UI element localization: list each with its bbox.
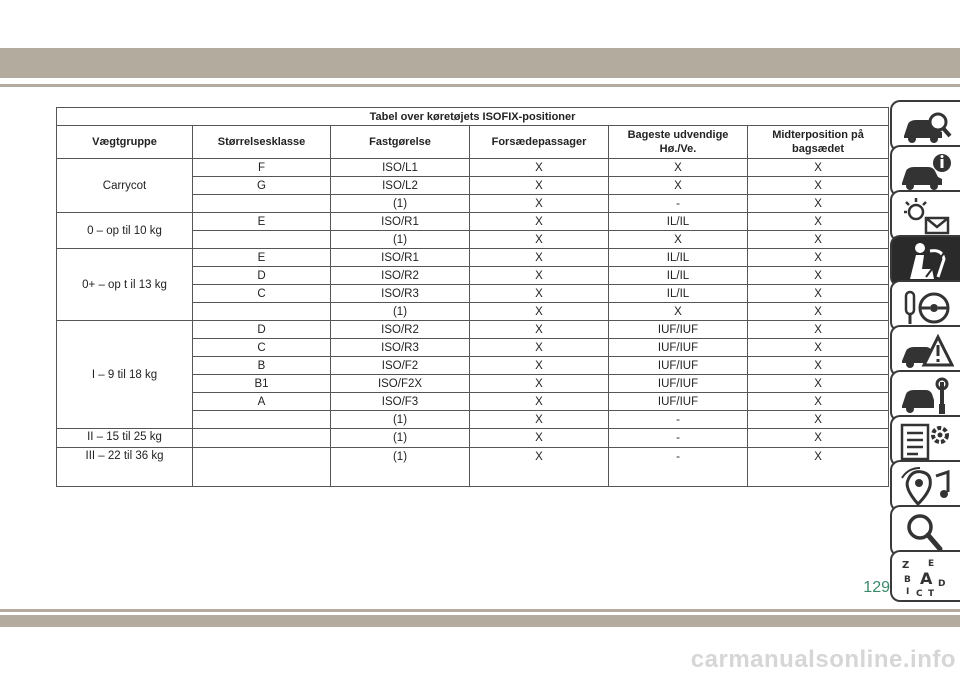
- size-class-cell: [193, 448, 331, 487]
- rear-outboard-cell: IUF/IUF: [609, 375, 748, 393]
- rear-center-cell: X: [748, 429, 889, 448]
- svg-text:I: I: [906, 587, 910, 597]
- table-row: [57, 429, 889, 448]
- front-passenger-cell: X: [470, 357, 609, 375]
- column-header: Forsædepassager: [470, 126, 609, 159]
- rear-center-cell: X: [748, 321, 889, 339]
- rear-center-cell: X: [748, 285, 889, 303]
- rear-outboard-cell: IL/IL: [609, 249, 748, 267]
- svg-text:T: T: [928, 589, 935, 598]
- rear-outboard-cell: X: [609, 303, 748, 321]
- table-title: Tabel over køretøjets ISOFIX-positioner: [57, 108, 889, 126]
- size-class-cell: [193, 303, 331, 321]
- table-row: [57, 249, 889, 267]
- rear-outboard-cell: IL/IL: [609, 213, 748, 231]
- attachment-cell: ISO/R3: [331, 339, 470, 357]
- column-header: Vægtgruppe: [57, 126, 193, 159]
- rear-outboard-cell: IUF/IUF: [609, 357, 748, 375]
- weight-group-cell: 0 – op til 10 kg: [57, 213, 193, 249]
- rear-outboard-cell: X: [609, 231, 748, 249]
- table-row: [57, 159, 889, 177]
- size-class-cell: B: [193, 357, 331, 375]
- weight-group-cell: Carrycot: [57, 159, 193, 213]
- rear-center-cell: X: [748, 195, 889, 213]
- footer-rule: [0, 609, 960, 612]
- front-passenger-cell: X: [470, 177, 609, 195]
- front-passenger-cell: X: [470, 159, 609, 177]
- attachment-cell: (1): [331, 231, 470, 249]
- front-passenger-cell: X: [470, 393, 609, 411]
- rear-outboard-cell: IUF/IUF: [609, 393, 748, 411]
- size-class-cell: E: [193, 249, 331, 267]
- rear-outboard-cell: IUF/IUF: [609, 339, 748, 357]
- front-passenger-cell: X: [470, 448, 609, 487]
- attachment-cell: (1): [331, 429, 470, 448]
- size-class-cell: C: [193, 285, 331, 303]
- rear-center-cell: X: [748, 303, 889, 321]
- front-passenger-cell: X: [470, 339, 609, 357]
- attachment-cell: ISO/F3: [331, 393, 470, 411]
- attachment-cell: ISO/F2X: [331, 375, 470, 393]
- rear-center-cell: X: [748, 339, 889, 357]
- rear-outboard-cell: X: [609, 177, 748, 195]
- weight-group-cell: II – 15 til 25 kg: [57, 429, 193, 448]
- front-passenger-cell: X: [470, 411, 609, 429]
- rear-center-cell: X: [748, 393, 889, 411]
- rear-center-cell: X: [748, 375, 889, 393]
- rear-center-cell: X: [748, 213, 889, 231]
- table-body: [57, 159, 889, 487]
- rear-center-cell: X: [748, 231, 889, 249]
- size-class-cell: [193, 231, 331, 249]
- rear-center-cell: X: [748, 267, 889, 285]
- svg-text:C: C: [916, 589, 923, 598]
- rear-outboard-cell: -: [609, 429, 748, 448]
- weight-group-cell: I – 9 til 18 kg: [57, 321, 193, 429]
- attachment-cell: ISO/L1: [331, 159, 470, 177]
- front-passenger-cell: X: [470, 321, 609, 339]
- rear-center-cell: X: [748, 448, 889, 487]
- rear-center-cell: X: [748, 249, 889, 267]
- rear-outboard-cell: -: [609, 195, 748, 213]
- front-passenger-cell: X: [470, 303, 609, 321]
- watermark: carmanualsonline.info: [690, 646, 956, 673]
- size-class-cell: B1: [193, 375, 331, 393]
- svg-text:D: D: [938, 579, 946, 589]
- rear-outboard-cell: IL/IL: [609, 267, 748, 285]
- rear-outboard-cell: IL/IL: [609, 285, 748, 303]
- attachment-cell: ISO/F2: [331, 357, 470, 375]
- size-class-cell: F: [193, 159, 331, 177]
- weight-group-cell: III – 22 til 36 kg: [57, 448, 193, 487]
- attachment-cell: ISO/R2: [331, 267, 470, 285]
- front-passenger-cell: X: [470, 231, 609, 249]
- table-row: [57, 448, 889, 487]
- rear-outboard-cell: IUF/IUF: [609, 321, 748, 339]
- attachment-cell: ISO/R2: [331, 321, 470, 339]
- column-header: Midterposition på bagsædet: [748, 126, 889, 159]
- column-header: Fastgørelse: [331, 126, 470, 159]
- table-header-row: [57, 126, 889, 159]
- rear-center-cell: X: [748, 159, 889, 177]
- weight-group-cell: 0+ – op t il 13 kg: [57, 249, 193, 321]
- size-class-cell: [193, 429, 331, 448]
- attachment-cell: ISO/R1: [331, 213, 470, 231]
- size-class-cell: C: [193, 339, 331, 357]
- isofix-positions-table: [56, 107, 889, 487]
- size-class-cell: D: [193, 321, 331, 339]
- attachment-cell: (1): [331, 303, 470, 321]
- svg-text:E: E: [928, 559, 935, 569]
- front-passenger-cell: X: [470, 285, 609, 303]
- table-row: [57, 321, 889, 339]
- rear-center-cell: X: [748, 177, 889, 195]
- chapter-tab[interactable]: [890, 550, 960, 602]
- rear-center-cell: X: [748, 357, 889, 375]
- rear-outboard-cell: -: [609, 448, 748, 487]
- size-class-cell: [193, 195, 331, 213]
- svg-text:Z: Z: [902, 560, 910, 571]
- front-passenger-cell: X: [470, 429, 609, 448]
- rear-outboard-cell: -: [609, 411, 748, 429]
- size-class-cell: [193, 411, 331, 429]
- attachment-cell: ISO/R1: [331, 249, 470, 267]
- size-class-cell: E: [193, 213, 331, 231]
- table-row: [57, 213, 889, 231]
- rear-center-cell: X: [748, 411, 889, 429]
- column-header: Størrelsesklasse: [193, 126, 331, 159]
- front-passenger-cell: X: [470, 375, 609, 393]
- front-passenger-cell: X: [470, 195, 609, 213]
- attachment-cell: ISO/R3: [331, 285, 470, 303]
- svg-text:A: A: [920, 569, 933, 588]
- size-class-cell: A: [193, 393, 331, 411]
- attachment-cell: (1): [331, 448, 470, 487]
- front-passenger-cell: X: [470, 267, 609, 285]
- rear-outboard-cell: X: [609, 159, 748, 177]
- footer-band: [0, 615, 960, 627]
- front-passenger-cell: X: [470, 249, 609, 267]
- column-header: Bageste udvendige Hø./Ve.: [609, 126, 748, 159]
- header-rule: [0, 84, 960, 87]
- attachment-cell: (1): [331, 195, 470, 213]
- header-band: [0, 48, 960, 78]
- page-number: 129: [863, 579, 890, 596]
- svg-text:B: B: [904, 575, 911, 585]
- size-class-cell: D: [193, 267, 331, 285]
- attachment-cell: (1): [331, 411, 470, 429]
- size-class-cell: G: [193, 177, 331, 195]
- front-passenger-cell: X: [470, 213, 609, 231]
- attachment-cell: ISO/L2: [331, 177, 470, 195]
